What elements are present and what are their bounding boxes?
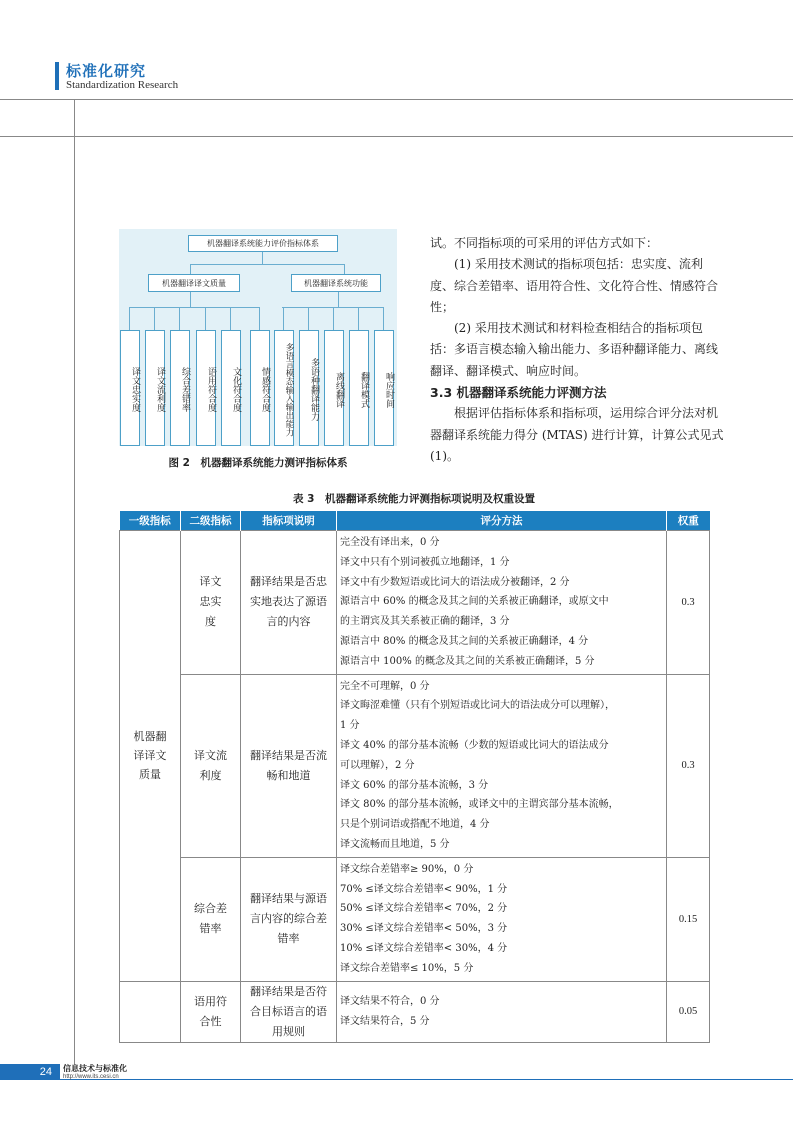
- table-header-cell: 一级指标: [120, 511, 181, 531]
- indicator-weight-table: [119, 511, 710, 1043]
- level1-label: 机器翻译译文质量: [133, 730, 167, 782]
- weight-cell: 0.15: [667, 857, 710, 981]
- diagram-leaf-node: 离线翻译: [324, 330, 344, 446]
- level2-cell: [181, 674, 241, 857]
- table-row: [120, 674, 710, 857]
- table-row: [120, 857, 710, 981]
- method-line: 译文 80% 的部分基本流畅，或译文中的主谓宾部分基本流畅，: [340, 799, 619, 811]
- method-line: 译文中有少数短语或比词大的语法成分被翻译，2 分: [340, 576, 570, 588]
- method-line: 只是个别词语或搭配不地道，4 分: [340, 819, 490, 831]
- level2-label: 译文流利度: [194, 748, 227, 782]
- method-line: 30% ≤译文综合差错率< 50%，3 分: [340, 923, 508, 935]
- method-line: 译文流畅而且地道，5 分: [340, 838, 450, 850]
- method-cell: [337, 981, 667, 1042]
- diagram-group-node: 机器翻译译文质量: [148, 274, 240, 292]
- paragraph: (2) 采用技术测试和材料检查相结合的指标项包括：多语言模态输入输出能力、多语种翻译能力、离线翻译、翻译模式、响应时间。: [430, 321, 719, 378]
- method-line: 译文 60% 的部分基本流畅，3 分: [340, 779, 489, 791]
- method-line: 译文结果不符合，0 分: [340, 995, 440, 1007]
- running-header-subtitle: Standardization Research: [66, 79, 179, 91]
- level1-cell-empty: [120, 981, 181, 1042]
- method-line: 完全没有译出来，0 分: [340, 537, 440, 548]
- paragraph: (1) 采用技术测试的指标项包括：忠实度、流利度、综合差错率、语用符合性、文化符合性、情感符合性；: [430, 257, 719, 314]
- section-heading: 3.3 机器翻译系统能力评测方法: [430, 385, 607, 401]
- table-caption: 表 3 机器翻译系统能力评测指标项说明及权重设置: [293, 493, 535, 505]
- method-line: 完全不可理解，0 分: [340, 680, 430, 692]
- paragraph: 根据评估指标体系和指标项，运用综合评分法对机器翻译系统能力得分 (MTAS) 进行计算，计算公式见式 (1)。: [430, 406, 724, 463]
- table-header-row: [120, 511, 710, 531]
- method-line: 译文综合差错率≤ 10%，5 分: [340, 962, 474, 974]
- method-line: 源语言中 100% 的概念及其之间的关系被正确翻译，5 分: [340, 655, 595, 667]
- diagram-leaf-node: 文化符合度: [221, 330, 241, 446]
- body-text-column: [430, 233, 726, 467]
- method-line: 10% ≤译文综合差错率< 30%，4 分: [340, 942, 508, 954]
- diagram-root-node: 机器翻译系统能力评价指标体系: [188, 235, 338, 252]
- footer-journal-name: 信息技术与标准化: [63, 1064, 127, 1073]
- paragraph: 试。不同指标项的可采用的评估方式如下：: [430, 236, 659, 250]
- footer-url: http://www.its.cesi.cn: [63, 1074, 119, 1080]
- figure-caption: 图 2 机器翻译系统能力测评指标体系: [168, 457, 348, 469]
- diagram-leaf-node: 多语种翻译能力: [299, 330, 319, 446]
- desc-cell: 翻译结果是否符合目标语言的语用规则: [241, 981, 337, 1042]
- method-cell: [337, 531, 667, 675]
- margin-rule: [74, 99, 75, 1064]
- method-line: 的主谓宾及其关系被正确的翻译，3 分: [340, 616, 510, 628]
- indicator-system-diagram: [119, 229, 397, 446]
- table-row: [120, 531, 710, 675]
- diagram-group-node: 机器翻译系统功能: [291, 274, 381, 292]
- table-header-cell: 权重: [667, 511, 710, 531]
- table-header-cell: 指标项说明: [241, 511, 337, 531]
- method-line: 译文中只有个别词被孤立地翻译，1 分: [340, 556, 510, 568]
- method-line: 1 分: [340, 720, 360, 732]
- method-line: 源语言中 60% 的概念及其之间的关系被正确翻译，或原文中: [340, 596, 609, 608]
- method-line: 源语言中 80% 的概念及其之间的关系被正确翻译，4 分: [340, 635, 589, 647]
- method-line: 50% ≤译文综合差错率< 70%，2 分: [340, 903, 508, 915]
- level2-cell: [181, 981, 241, 1042]
- level1-cell: [120, 531, 181, 982]
- method-line: 译文综合差错率≥ 90%，0 分: [340, 863, 474, 875]
- desc-cell: 翻译结果是否流畅和地道: [241, 674, 337, 857]
- level2-label: 综合差错率: [194, 902, 227, 936]
- level2-cell: [181, 857, 241, 981]
- desc-cell: 翻译结果是否忠实地表达了源语言的内容: [241, 531, 337, 675]
- header-rule: [0, 99, 793, 100]
- weight-cell: 0.05: [667, 981, 710, 1042]
- table-row: [120, 981, 710, 1042]
- method-cell: [337, 674, 667, 857]
- weight-cell: 0.3: [667, 674, 710, 857]
- weight-cell: 0.3: [667, 531, 710, 675]
- page-number: 24: [0, 1064, 60, 1080]
- header-rule-2: [0, 136, 793, 137]
- method-cell: [337, 857, 667, 981]
- diagram-leaf-node: 综合差错率: [170, 330, 190, 446]
- level2-label: 语用符合性: [194, 994, 227, 1028]
- footer-rule: [60, 1079, 793, 1080]
- diagram-leaf-node: 语用符合度: [196, 330, 216, 446]
- diagram-leaf-node: 情感符合度: [250, 330, 270, 446]
- desc-cell: 翻译结果与源语言内容的综合差错率: [241, 857, 337, 981]
- method-line: 译文 40% 的部分基本流畅（少数的短语或比词大的语法成分: [340, 739, 609, 751]
- method-line: 70% ≤译文综合差错率< 90%，1 分: [340, 883, 508, 895]
- method-line: 译文晦涩难懂（只有个别短语或比词大的语法成分可以理解），: [340, 700, 615, 712]
- header-accent-bar: [55, 62, 59, 90]
- diagram-leaf-node: 译文流利度: [145, 330, 165, 446]
- method-line: 译文结果符合，5 分: [340, 1015, 430, 1027]
- diagram-leaf-node: 译文忠实度: [120, 330, 140, 446]
- table-header-cell: 二级指标: [181, 511, 241, 531]
- level2-cell: [181, 531, 241, 675]
- level2-label: 译文忠实度: [199, 575, 222, 629]
- running-header-title: 标准化研究: [66, 62, 147, 80]
- diagram-leaf-node: 多语言模态输入输出能力: [274, 330, 294, 446]
- diagram-leaf-node: 翻译模式: [349, 330, 369, 446]
- diagram-leaf-node: 响应时间: [374, 330, 394, 446]
- table-header-cell: 评分方法: [337, 511, 667, 531]
- method-line: 可以理解），2 分: [340, 759, 415, 771]
